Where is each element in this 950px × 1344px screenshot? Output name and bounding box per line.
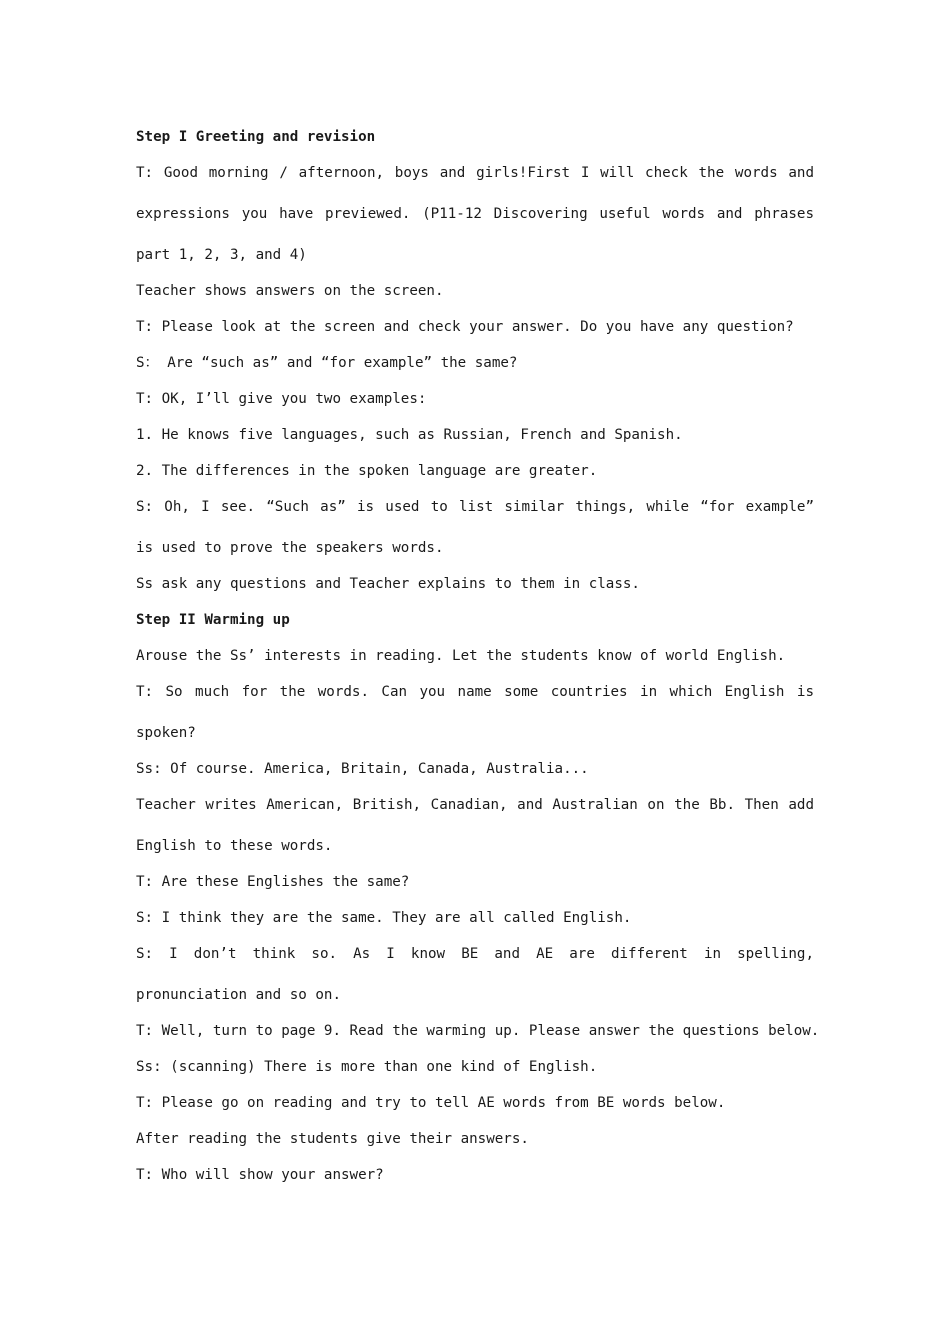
example-1: 1. He knows five languages, such as Russian, French and Spanish. xyxy=(136,427,683,443)
paragraph-who-will-show: T: Who will show your answer? xyxy=(136,1167,384,1183)
paragraph-student-question: S： Are “such as” and “for example” the same? xyxy=(136,355,518,371)
paragraph-line: T: So much for the words. Can you name some countries in which English is xyxy=(136,684,814,700)
paragraph-teacher-shows: Teacher shows answers on the screen. xyxy=(136,283,444,299)
paragraph-greeting xyxy=(136,160,814,278)
paragraph-line: expressions you have previewed. (P11-12 Discovering useful words and phrases xyxy=(136,206,814,222)
paragraph-scanning: Ss: (scanning) There is more than one kind of English. xyxy=(136,1059,598,1075)
paragraph-go-on-reading: T: Please go on reading and try to tell AE words from BE words below. xyxy=(136,1095,726,1111)
paragraph-line: is used to prove the speakers words. xyxy=(136,540,444,556)
step2-heading: Step II Warming up xyxy=(136,612,290,628)
paragraph-same-answer: S: I think they are the same. They are all called English. xyxy=(136,910,632,926)
paragraph-name-countries xyxy=(136,679,814,756)
paragraph-turn-page: T: Well, turn to page 9. Read the warming up. Please answer the questions below. xyxy=(136,1023,820,1039)
paragraph-teacher-writes xyxy=(136,792,814,869)
paragraph-line: part 1, 2, 3, and 4) xyxy=(136,247,307,263)
paragraph-line: S: I don’t think so. As I know BE and AE are different in spelling, xyxy=(136,946,814,962)
paragraph-englishes-same: T: Are these Englishes the same? xyxy=(136,874,410,890)
paragraph-questions: Ss ask any questions and Teacher explains to them in class. xyxy=(136,576,640,592)
paragraph-line: English to these words. xyxy=(136,838,333,854)
paragraph-line: pronunciation and so on. xyxy=(136,987,341,1003)
paragraph-teacher-examples: T: OK, I’ll give you two examples: xyxy=(136,391,427,407)
step1-heading: Step I Greeting and revision xyxy=(136,129,376,145)
paragraph-line: Teacher writes American, British, Canadian, and Australian on the Bb. Then add xyxy=(136,797,814,813)
paragraph-after-reading: After reading the students give their answers. xyxy=(136,1131,529,1147)
paragraph-line: spoken? xyxy=(136,725,196,741)
paragraph-check-answer: T: Please look at the screen and check your answer. Do you have any question? xyxy=(136,319,794,335)
paragraph-different xyxy=(136,941,814,1018)
document-page xyxy=(136,124,820,1198)
paragraph-countries: Ss: Of course. America, Britain, Canada, Australia... xyxy=(136,761,589,777)
paragraph-line: S: Oh, I see. “Such as” is used to list similar things, while “for example” xyxy=(136,499,814,515)
paragraph-line: T: Good morning / afternoon, boys and girls!First I will check the words and xyxy=(136,165,814,181)
paragraph-student-understands xyxy=(136,494,814,571)
example-2: 2. The differences in the spoken language are greater. xyxy=(136,463,598,479)
paragraph-arouse: Arouse the Ss’ interests in reading. Let the students know of world English. xyxy=(136,648,786,664)
